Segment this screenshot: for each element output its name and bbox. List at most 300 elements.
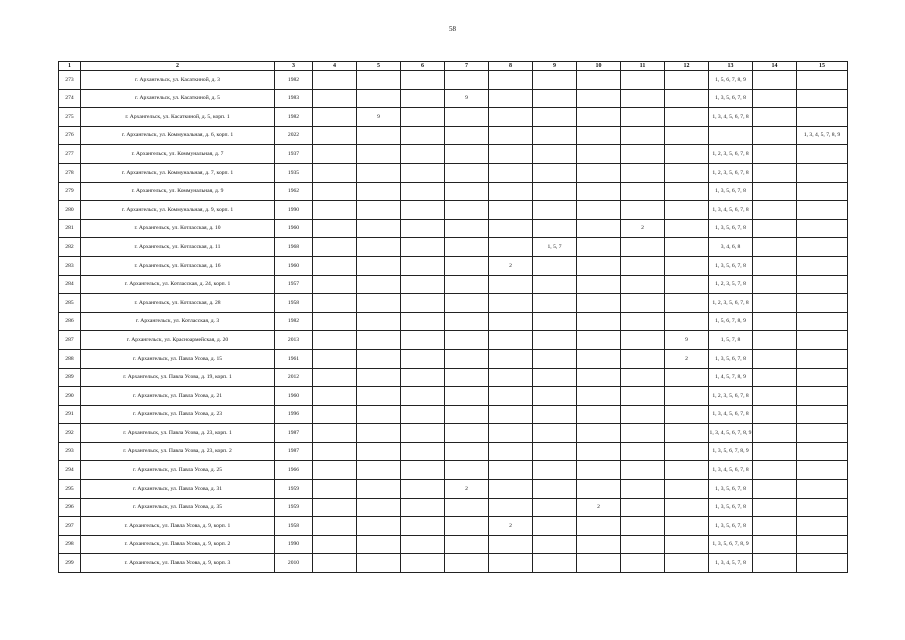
table-cell-col-2: г. Архангельск, ул. Коммунальная, д. 9 — [81, 182, 275, 201]
table-cell-col-4 — [313, 405, 357, 424]
column-header-7: 7 — [445, 62, 489, 71]
table-cell-col-3: 1960 — [275, 219, 313, 238]
table-cell-col-13: 1, 3, 4, 5, 6, 7, 8 — [709, 108, 753, 127]
table-cell-col-9 — [533, 442, 577, 461]
table-row — [59, 442, 848, 461]
table-cell-col-15 — [797, 535, 848, 554]
table-cell-col-1: 291 — [59, 405, 81, 424]
table-row — [59, 145, 848, 164]
table-cell-col-1: 285 — [59, 294, 81, 313]
table-cell-col-13: 1, 3, 5, 6, 7, 8 — [709, 517, 753, 536]
table-cell-col-2: г. Архангельск, ул. Павла Усова, д. 35 — [81, 498, 275, 517]
table-cell-col-12 — [665, 275, 709, 294]
table-cell-col-14 — [753, 256, 797, 275]
table-cell-col-9 — [533, 275, 577, 294]
table-cell-col-12 — [665, 424, 709, 443]
table-cell-col-4 — [313, 442, 357, 461]
table-cell-col-2: г. Архангельск, ул. Коммунальная, д. 9, корп. 1 — [81, 201, 275, 220]
table-cell-col-6 — [401, 238, 445, 257]
table-cell-col-7 — [445, 275, 489, 294]
table-cell-col-13: 1, 3, 5, 6, 7, 8 — [709, 219, 753, 238]
table-cell-col-1: 279 — [59, 182, 81, 201]
table-cell-col-13: 1, 3, 5, 6, 7, 8 — [709, 182, 753, 201]
table-cell-col-10 — [577, 387, 621, 406]
table-cell-col-10 — [577, 163, 621, 182]
table-cell-col-12 — [665, 442, 709, 461]
table-cell-col-6 — [401, 89, 445, 108]
table-row — [59, 182, 848, 201]
table-cell-col-10 — [577, 108, 621, 127]
table-cell-col-15 — [797, 294, 848, 313]
table-row — [59, 294, 848, 313]
table-cell-col-8 — [489, 238, 533, 257]
table-cell-col-9 — [533, 126, 577, 145]
table-cell-col-3: 1960 — [275, 387, 313, 406]
table-cell-col-6 — [401, 126, 445, 145]
table-cell-col-10 — [577, 294, 621, 313]
table-cell-col-13: 1, 5, 7, 8 — [709, 331, 753, 350]
table-cell-col-1: 284 — [59, 275, 81, 294]
table-cell-col-7 — [445, 256, 489, 275]
table-cell-col-13: 1, 5, 6, 7, 8, 9 — [709, 312, 753, 331]
table-cell-col-6 — [401, 182, 445, 201]
table-cell-col-8 — [489, 331, 533, 350]
table-row — [59, 256, 848, 275]
table-cell-col-2: г. Архангельск, ул. Павла Усова, д. 23 — [81, 405, 275, 424]
table-cell-col-5 — [357, 498, 401, 517]
table-cell-col-8 — [489, 108, 533, 127]
table-cell-col-14 — [753, 294, 797, 313]
table-cell-col-14 — [753, 442, 797, 461]
table-row — [59, 126, 848, 145]
table-cell-col-3: 1957 — [275, 275, 313, 294]
table-cell-col-6 — [401, 256, 445, 275]
column-header-3: 3 — [275, 62, 313, 71]
table-cell-col-3: 1990 — [275, 201, 313, 220]
table-cell-col-9 — [533, 163, 577, 182]
table-cell-col-11 — [621, 275, 665, 294]
column-header-12: 12 — [665, 62, 709, 71]
table-cell-col-1: 289 — [59, 368, 81, 387]
table-cell-col-9 — [533, 145, 577, 164]
table-row — [59, 163, 848, 182]
table-cell-col-10 — [577, 442, 621, 461]
table-cell-col-14 — [753, 126, 797, 145]
table-cell-col-5 — [357, 163, 401, 182]
table-cell-col-9 — [533, 89, 577, 108]
table-cell-col-14 — [753, 89, 797, 108]
table-cell-col-5 — [357, 387, 401, 406]
table-cell-col-5 — [357, 405, 401, 424]
table-row — [59, 480, 848, 499]
table-cell-col-5 — [357, 182, 401, 201]
table-cell-col-6 — [401, 331, 445, 350]
table-cell-col-1: 290 — [59, 387, 81, 406]
table-cell-col-2: г. Архангельск, ул. Котласская, д. 24, корп. 1 — [81, 275, 275, 294]
table-cell-col-7 — [445, 163, 489, 182]
table-cell-col-2: г. Архангельск, ул. Павла Усова, д. 25 — [81, 461, 275, 480]
table-cell-col-9 — [533, 405, 577, 424]
table-cell-col-13: 1, 3, 4, 5, 6, 7, 8, 9 — [709, 424, 753, 443]
table-cell-col-6 — [401, 480, 445, 499]
table-cell-col-11 — [621, 238, 665, 257]
table-cell-col-2: г. Архангельск, ул. Коммунальная, д. 7, корп. 1 — [81, 163, 275, 182]
table-cell-col-8 — [489, 480, 533, 499]
table-cell-col-2: г. Архангельск, ул. Котласская, д. 16 — [81, 256, 275, 275]
table-cell-col-5 — [357, 424, 401, 443]
table-cell-col-8: 2 — [489, 256, 533, 275]
table-cell-col-12 — [665, 201, 709, 220]
table-cell-col-6 — [401, 219, 445, 238]
table-cell-col-15 — [797, 480, 848, 499]
table-cell-col-6 — [401, 312, 445, 331]
table-cell-col-9 — [533, 480, 577, 499]
table-row — [59, 238, 848, 257]
table-cell-col-6 — [401, 442, 445, 461]
table-cell-col-9: 1, 5, 7 — [533, 238, 577, 257]
table-cell-col-1: 298 — [59, 535, 81, 554]
table-row — [59, 71, 848, 90]
table-cell-col-10 — [577, 89, 621, 108]
table-cell-col-11 — [621, 554, 665, 573]
table-cell-col-10 — [577, 480, 621, 499]
table-cell-col-14 — [753, 312, 797, 331]
table-cell-col-6 — [401, 387, 445, 406]
table-cell-col-4 — [313, 349, 357, 368]
table-cell-col-9 — [533, 312, 577, 331]
table-cell-col-3: 2022 — [275, 126, 313, 145]
table-cell-col-12 — [665, 182, 709, 201]
table-cell-col-11 — [621, 405, 665, 424]
table-cell-col-5 — [357, 256, 401, 275]
table-cell-col-4 — [313, 535, 357, 554]
table-cell-col-11 — [621, 89, 665, 108]
table-cell-col-12 — [665, 71, 709, 90]
table-cell-col-2: г. Архангельск, ул. Павла Усова, д. 15 — [81, 349, 275, 368]
table-row — [59, 387, 848, 406]
table-cell-col-10 — [577, 349, 621, 368]
table-cell-col-8 — [489, 275, 533, 294]
table-cell-col-7 — [445, 238, 489, 257]
table-cell-col-6 — [401, 535, 445, 554]
table-cell-col-2: г. Архангельск, ул. Павла Усова, д. 31 — [81, 480, 275, 499]
table-cell-col-2: г. Архангельск, ул. Касаткиной, д. 5, корп. 1 — [81, 108, 275, 127]
page-number: 58 — [449, 25, 456, 33]
table-cell-col-5 — [357, 126, 401, 145]
table-cell-col-12 — [665, 256, 709, 275]
table-cell-col-13: 1, 3, 4, 5, 6, 7, 8 — [709, 461, 753, 480]
table-cell-col-12 — [665, 145, 709, 164]
table-cell-col-13: 1, 3, 5, 6, 7, 8, 9 — [709, 535, 753, 554]
table-cell-col-4 — [313, 275, 357, 294]
table-cell-col-14 — [753, 387, 797, 406]
table-cell-col-1: 293 — [59, 442, 81, 461]
table-cell-col-8 — [489, 442, 533, 461]
table-cell-col-13: 1, 3, 5, 6, 7, 8 — [709, 480, 753, 499]
table-cell-col-3: 1935 — [275, 163, 313, 182]
table-cell-col-4 — [313, 89, 357, 108]
table-cell-col-15 — [797, 387, 848, 406]
table-cell-col-9 — [533, 498, 577, 517]
table-cell-col-5 — [357, 238, 401, 257]
table-row — [59, 108, 848, 127]
column-header-11: 11 — [621, 62, 665, 71]
table-row — [59, 424, 848, 443]
table-cell-col-15 — [797, 498, 848, 517]
table-cell-col-4 — [313, 294, 357, 313]
table-cell-col-10 — [577, 126, 621, 145]
table-cell-col-8 — [489, 554, 533, 573]
table-row — [59, 275, 848, 294]
table-cell-col-2: г. Архангельск, ул. Касаткиной, д. 5 — [81, 89, 275, 108]
table-cell-col-6 — [401, 405, 445, 424]
table-cell-col-12 — [665, 405, 709, 424]
table-cell-col-3: 1958 — [275, 517, 313, 536]
table-cell-col-11 — [621, 331, 665, 350]
table-cell-col-14 — [753, 71, 797, 90]
table-cell-col-8 — [489, 461, 533, 480]
table-cell-col-14 — [753, 554, 797, 573]
table-cell-col-4 — [313, 517, 357, 536]
table-cell-col-9 — [533, 535, 577, 554]
table-cell-col-2: г. Архангельск, ул. Касаткиной, д. 3 — [81, 71, 275, 90]
table-cell-col-4 — [313, 145, 357, 164]
table-cell-col-4 — [313, 368, 357, 387]
table-cell-col-1: 276 — [59, 126, 81, 145]
table-cell-col-10 — [577, 405, 621, 424]
table-cell-col-8 — [489, 182, 533, 201]
table-cell-col-13: 1, 2, 3, 5, 6, 7, 8 — [709, 145, 753, 164]
table-cell-col-6 — [401, 201, 445, 220]
table-cell-col-15 — [797, 163, 848, 182]
table-cell-col-11 — [621, 312, 665, 331]
table-cell-col-7 — [445, 145, 489, 164]
table-cell-col-5 — [357, 294, 401, 313]
table-cell-col-14 — [753, 275, 797, 294]
table-cell-col-13: 3, 4, 6, 8 — [709, 238, 753, 257]
table-cell-col-2: г. Архангельск, ул. Павла Усова, д. 9, корп. 1 — [81, 517, 275, 536]
table-cell-col-11 — [621, 201, 665, 220]
table-cell-col-3: 1987 — [275, 424, 313, 443]
table-cell-col-11 — [621, 126, 665, 145]
table-cell-col-8: 2 — [489, 517, 533, 536]
table-cell-col-12 — [665, 368, 709, 387]
table-cell-col-1: 297 — [59, 517, 81, 536]
table-cell-col-10 — [577, 312, 621, 331]
table-cell-col-3: 1987 — [275, 442, 313, 461]
table-cell-col-6 — [401, 275, 445, 294]
table-cell-col-8 — [489, 424, 533, 443]
table-cell-col-1: 273 — [59, 71, 81, 90]
table-cell-col-6 — [401, 461, 445, 480]
table-cell-col-5 — [357, 517, 401, 536]
table-row — [59, 89, 848, 108]
table-row — [59, 461, 848, 480]
table-cell-col-1: 278 — [59, 163, 81, 182]
column-header-5: 5 — [357, 62, 401, 71]
table-cell-col-7 — [445, 442, 489, 461]
table-cell-col-15 — [797, 349, 848, 368]
table-cell-col-12 — [665, 238, 709, 257]
table-cell-col-13: 1, 3, 4, 5, 6, 7, 8 — [709, 405, 753, 424]
table-cell-col-2: г. Архангельск, ул. Павла Усова, д. 9, корп. 3 — [81, 554, 275, 573]
table-cell-col-3: 1960 — [275, 256, 313, 275]
table-cell-col-2: г. Архангельск, ул. Павла Усова, д. 21 — [81, 387, 275, 406]
table-cell-col-3: 1982 — [275, 71, 313, 90]
table-cell-col-11: 2 — [621, 219, 665, 238]
table-cell-col-12 — [665, 517, 709, 536]
column-header-14: 14 — [753, 62, 797, 71]
table-cell-col-5 — [357, 368, 401, 387]
table-cell-col-10 — [577, 182, 621, 201]
table-cell-col-8 — [489, 219, 533, 238]
table-cell-col-13: 1, 3, 5, 6, 7, 8, 9 — [709, 442, 753, 461]
table-cell-col-5 — [357, 442, 401, 461]
table-cell-col-9 — [533, 294, 577, 313]
table-cell-col-4 — [313, 163, 357, 182]
table-cell-col-10 — [577, 219, 621, 238]
table-cell-col-15 — [797, 424, 848, 443]
table-cell-col-5 — [357, 145, 401, 164]
table-cell-col-2: г. Архангельск, ул. Котласская, д. 28 — [81, 294, 275, 313]
table-row — [59, 368, 848, 387]
table-cell-col-7 — [445, 368, 489, 387]
table-cell-col-13: 1, 2, 3, 5, 6, 7, 8 — [709, 163, 753, 182]
table-cell-col-5 — [357, 219, 401, 238]
table-cell-col-5 — [357, 461, 401, 480]
table-cell-col-11 — [621, 145, 665, 164]
table-cell-col-15 — [797, 182, 848, 201]
table-cell-col-11 — [621, 535, 665, 554]
table-cell-col-12 — [665, 387, 709, 406]
table-cell-col-13: 1, 2, 3, 5, 7, 8 — [709, 275, 753, 294]
table-cell-col-13: 1, 3, 5, 6, 7, 8 — [709, 349, 753, 368]
table-cell-col-3: 1937 — [275, 145, 313, 164]
table-cell-col-2: г. Архангельск, ул. Павла Усова, д. 9, корп. 2 — [81, 535, 275, 554]
table-cell-col-3: 1959 — [275, 480, 313, 499]
table-cell-col-8 — [489, 349, 533, 368]
table-cell-col-7 — [445, 554, 489, 573]
column-header-1: 1 — [59, 62, 81, 71]
table-cell-col-2: г. Архангельск, ул. Котласская, д. 3 — [81, 312, 275, 331]
table-cell-col-11 — [621, 108, 665, 127]
table-cell-col-6 — [401, 163, 445, 182]
table-cell-col-14 — [753, 219, 797, 238]
column-header-4: 4 — [313, 62, 357, 71]
table-cell-col-8 — [489, 126, 533, 145]
table-cell-col-12 — [665, 163, 709, 182]
table-cell-col-15 — [797, 331, 848, 350]
table-cell-col-13: 1, 3, 4, 5, 7, 8 — [709, 554, 753, 573]
table-cell-col-12 — [665, 89, 709, 108]
table-cell-col-7 — [445, 108, 489, 127]
table-cell-col-10 — [577, 145, 621, 164]
column-header-6: 6 — [401, 62, 445, 71]
table-cell-col-2: г. Архангельск, ул. Павла Усова, д. 23, корп. 2 — [81, 442, 275, 461]
table-cell-col-3: 1996 — [275, 405, 313, 424]
table-cell-col-8 — [489, 71, 533, 90]
table-cell-col-9 — [533, 424, 577, 443]
table-cell-col-2: г. Архангельск, ул. Павла Усова, д. 23, корп. 1 — [81, 424, 275, 443]
table-cell-col-4 — [313, 256, 357, 275]
column-header-15: 15 — [797, 62, 848, 71]
table-cell-col-13: 1, 3, 5, 6, 7, 8 — [709, 89, 753, 108]
table-cell-col-13: 1, 2, 3, 5, 6, 7, 8 — [709, 294, 753, 313]
table-cell-col-7: 9 — [445, 89, 489, 108]
table-cell-col-1: 295 — [59, 480, 81, 499]
table-cell-col-15 — [797, 238, 848, 257]
table-cell-col-9 — [533, 108, 577, 127]
table-cell-col-9 — [533, 368, 577, 387]
table-cell-col-1: 275 — [59, 108, 81, 127]
table-cell-col-1: 288 — [59, 349, 81, 368]
table-cell-col-15 — [797, 405, 848, 424]
table-cell-col-8 — [489, 163, 533, 182]
table-cell-col-14 — [753, 145, 797, 164]
table-cell-col-1: 299 — [59, 554, 81, 573]
table-cell-col-11 — [621, 182, 665, 201]
table-cell-col-12: 2 — [665, 349, 709, 368]
table-cell-col-14 — [753, 349, 797, 368]
table-cell-col-13 — [709, 126, 753, 145]
table-cell-col-1: 277 — [59, 145, 81, 164]
table-cell-col-3: 1961 — [275, 349, 313, 368]
table-cell-col-7 — [445, 219, 489, 238]
table-cell-col-15 — [797, 442, 848, 461]
table-cell-col-11 — [621, 480, 665, 499]
table-cell-col-4 — [313, 387, 357, 406]
table-cell-col-4 — [313, 312, 357, 331]
table-cell-col-14 — [753, 480, 797, 499]
table-cell-col-4 — [313, 461, 357, 480]
table-row — [59, 312, 848, 331]
table-cell-col-14 — [753, 108, 797, 127]
table-cell-col-5 — [357, 349, 401, 368]
table-cell-col-4 — [313, 238, 357, 257]
column-header-13: 13 — [709, 62, 753, 71]
table-cell-col-6 — [401, 517, 445, 536]
table-row — [59, 219, 848, 238]
table-cell-col-9 — [533, 331, 577, 350]
table-cell-col-15 — [797, 145, 848, 164]
table-cell-col-7 — [445, 201, 489, 220]
table-cell-col-9 — [533, 201, 577, 220]
table-cell-col-4 — [313, 219, 357, 238]
table-cell-col-12 — [665, 108, 709, 127]
table-cell-col-9 — [533, 461, 577, 480]
table-cell-col-5 — [357, 275, 401, 294]
table-cell-col-9 — [533, 182, 577, 201]
table-cell-col-10 — [577, 461, 621, 480]
column-header-9: 9 — [533, 62, 577, 71]
table-cell-col-1: 274 — [59, 89, 81, 108]
table-cell-col-5 — [357, 554, 401, 573]
header-row — [59, 62, 848, 71]
table-cell-col-1: 280 — [59, 201, 81, 220]
table-cell-col-15 — [797, 89, 848, 108]
table-cell-col-3: 2010 — [275, 554, 313, 573]
table-cell-col-4 — [313, 108, 357, 127]
table-cell-col-9 — [533, 256, 577, 275]
table-cell-col-12 — [665, 535, 709, 554]
table-cell-col-12: 9 — [665, 331, 709, 350]
column-header-8: 8 — [489, 62, 533, 71]
table-cell-col-7 — [445, 498, 489, 517]
table-cell-col-6 — [401, 498, 445, 517]
table-cell-col-10 — [577, 554, 621, 573]
table-cell-col-13: 1, 5, 6, 7, 8, 9 — [709, 71, 753, 90]
table-cell-col-12 — [665, 554, 709, 573]
